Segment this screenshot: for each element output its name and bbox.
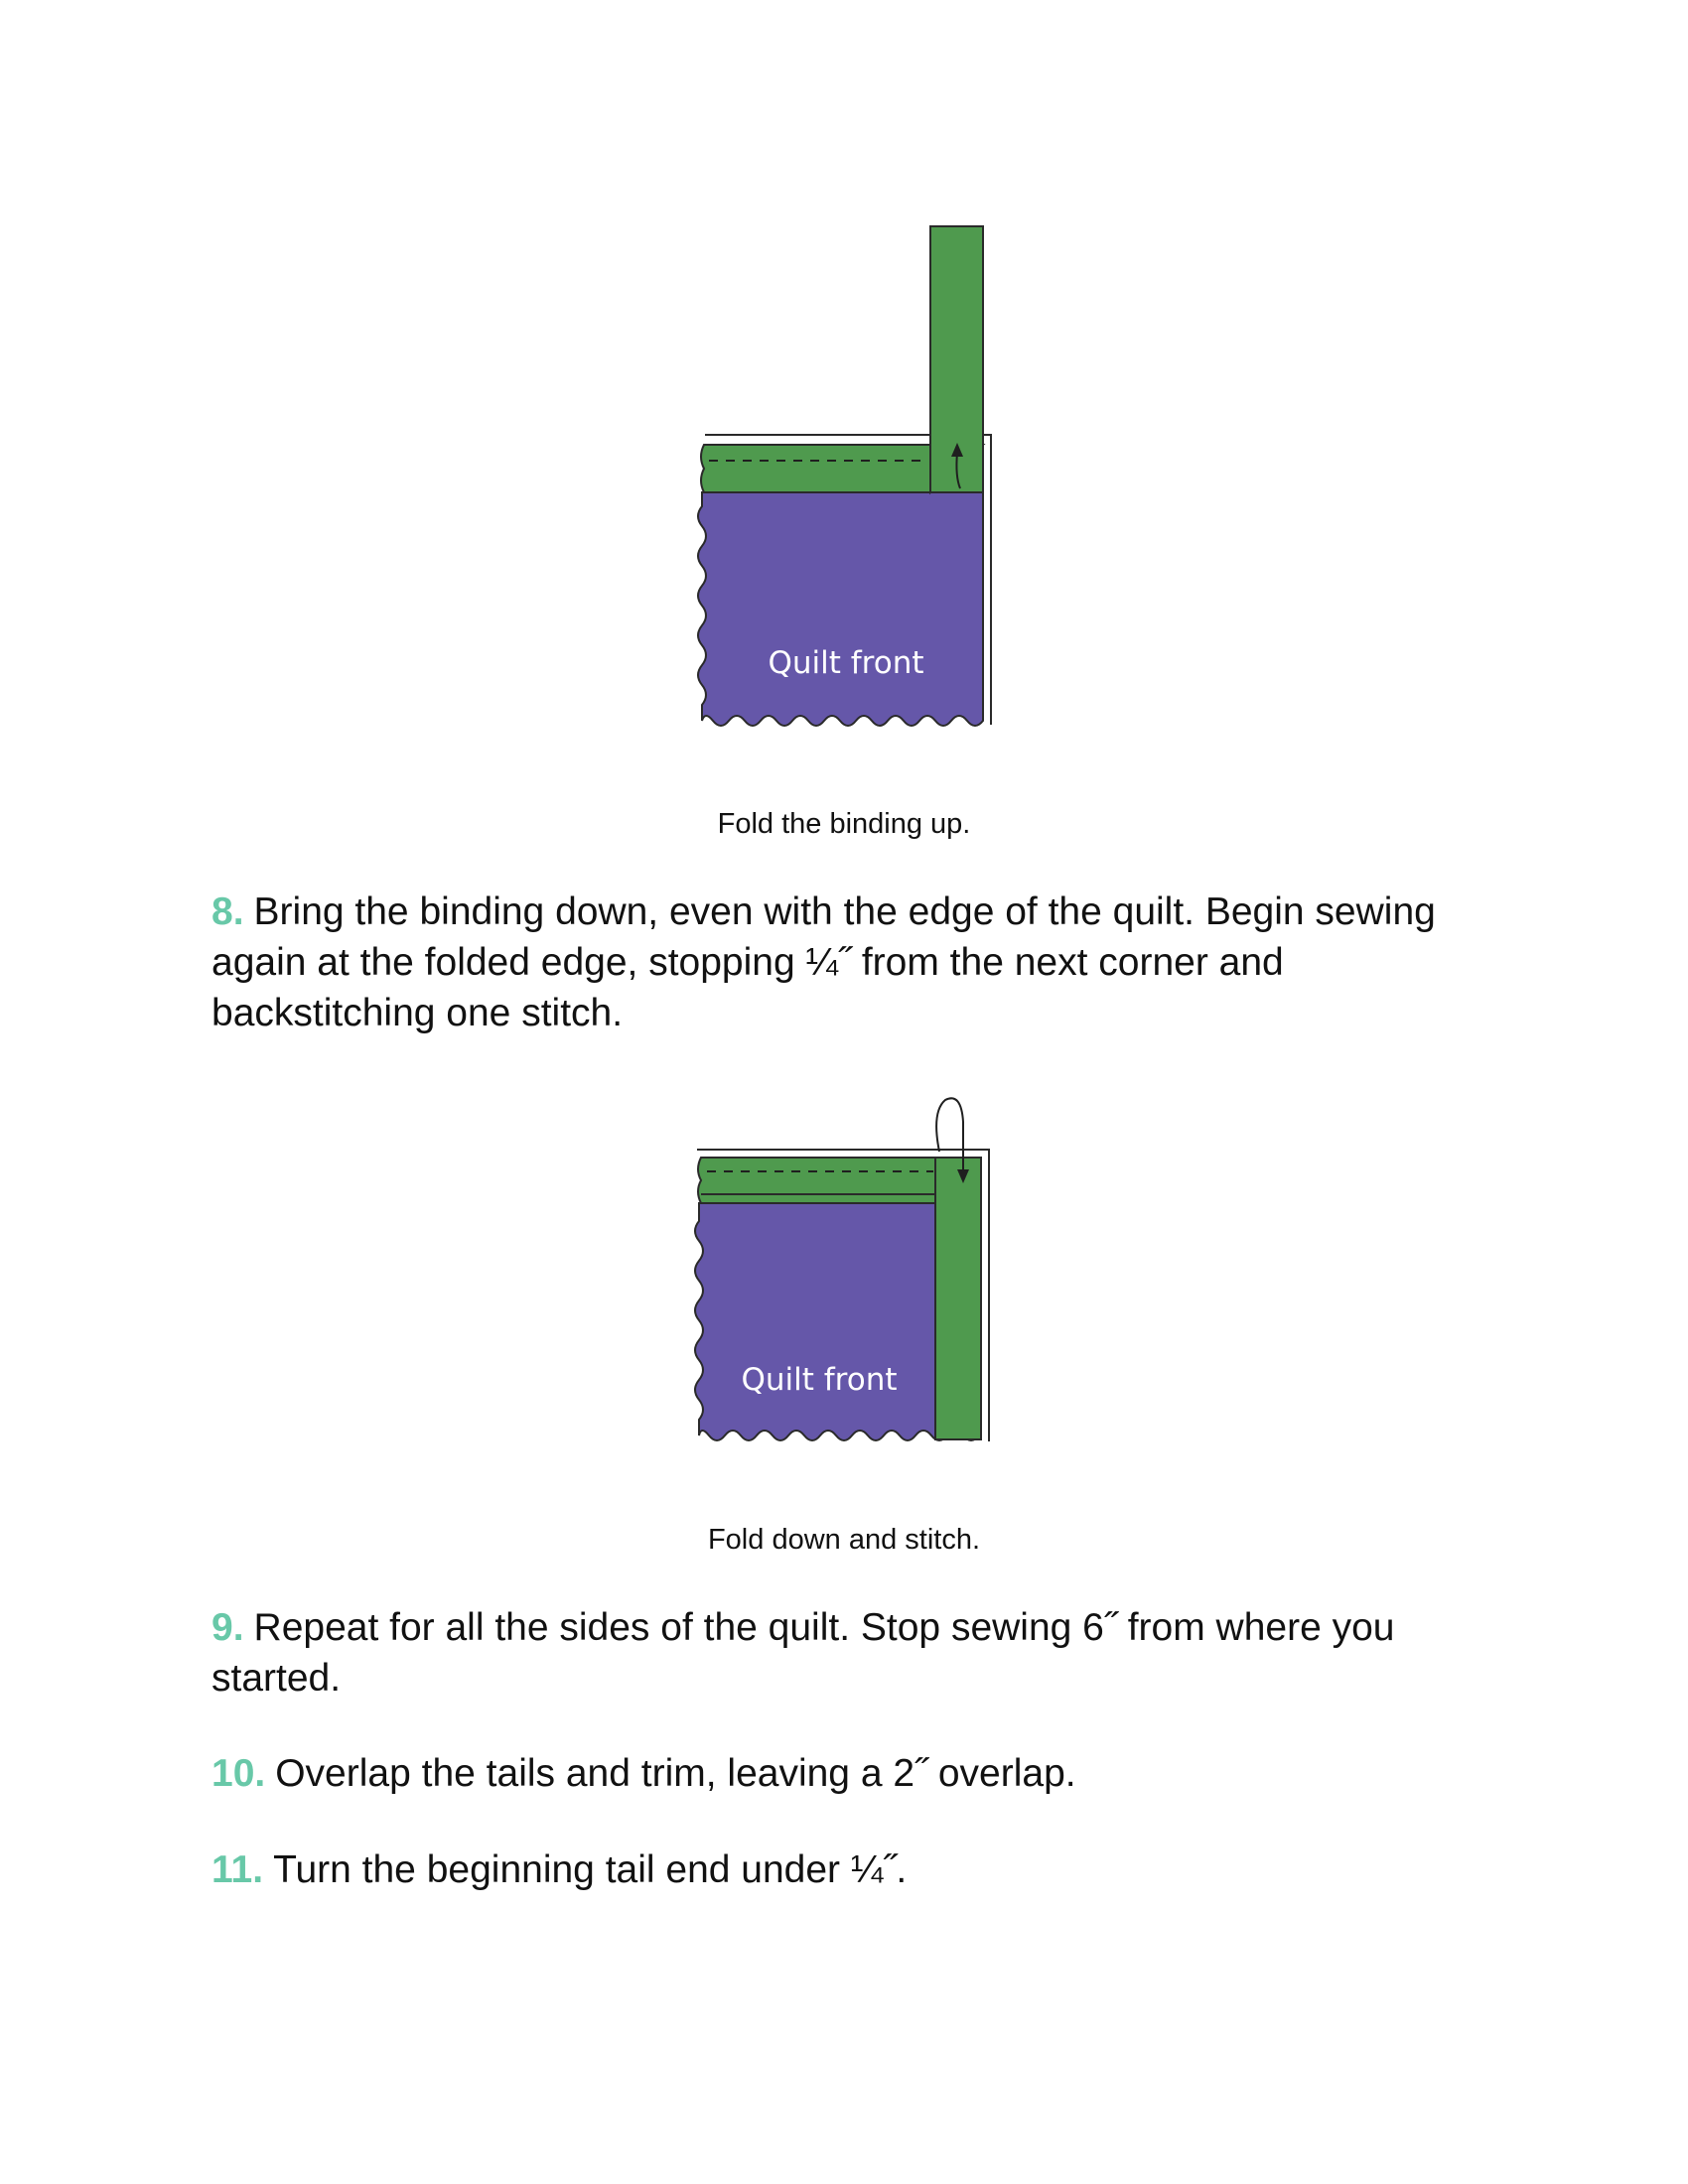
step-11-text: Turn the beginning tail end under ¼˝. [273, 1848, 908, 1891]
step-10 [211, 1748, 1502, 1799]
figure-caption-fold-up: Fold the binding up. [717, 808, 971, 840]
step-11-number: 11. [211, 1848, 264, 1891]
step-8-number: 8. [211, 890, 244, 933]
figure-caption-fold-down: Fold down and stitch. [707, 1524, 981, 1556]
step-8 [211, 887, 1502, 1038]
step-9-number: 9. [211, 1606, 244, 1649]
step-8-text: Bring the binding down, even with the edge of the quilt. Begin sewing again at the folded edge, stopping ¼˝ from the next corner and backstitching one stitch. [211, 890, 1436, 1034]
binding-strip-vertical [935, 1158, 981, 1439]
step-10-number: 10. [211, 1752, 266, 1795]
quilt-front-label: Quilt front [768, 645, 924, 681]
quilt-front-panel [698, 492, 983, 726]
fold-down-stitch-illustration [685, 1092, 1003, 1449]
step-11 [211, 1844, 1502, 1895]
step-9-text: Repeat for all the sides of the quilt. Stop sewing 6˝ from where you started. [211, 1606, 1395, 1700]
step-9 [211, 1602, 1502, 1704]
binding-strip-horizontal [701, 445, 930, 492]
quilt-front-label: Quilt front [741, 1362, 898, 1398]
fold-binding-up-illustration [685, 218, 1003, 735]
step-10-text: Overlap the tails and trim, leaving a 2˝ overlap. [275, 1752, 1076, 1795]
